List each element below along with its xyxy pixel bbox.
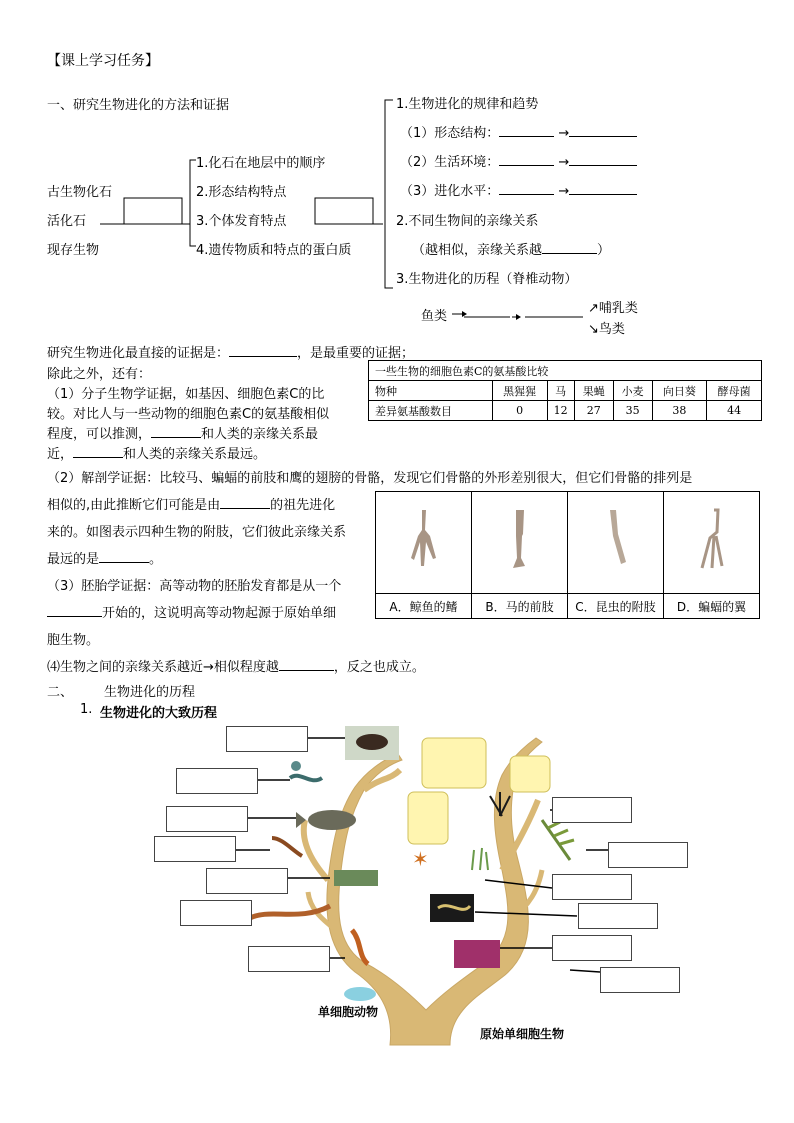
bird-icon [345, 726, 399, 760]
limb-label-d: D．蝙蝠的翼 [664, 594, 760, 619]
table-cell: 0 [492, 401, 547, 421]
direct-evidence-tail: ，是最重要的证据； [297, 346, 415, 361]
relation-rule-text: ⑷生物之间的亲缘关系越近→相似程度越 [47, 660, 279, 675]
table-header: 物种 [369, 381, 493, 401]
molecular-text: 和人类的亲缘关系最 [201, 427, 319, 442]
limb-label-c: C．昆虫的附肢 [568, 594, 664, 619]
answer-blank[interactable] [569, 124, 637, 137]
method-flow-diagram [0, 0, 794, 340]
table-cell: 12 [547, 401, 574, 421]
limb-cell-horse [472, 492, 568, 594]
centipede-icon [272, 838, 302, 856]
anatomy-text: 最远的是 [47, 552, 100, 567]
subsection-title: 生物进化的大致历程 [100, 706, 218, 721]
molecular-line-2: 较。对比人与一些动物的细胞色素C的氨基酸相似 [47, 407, 330, 422]
relation-note [412, 239, 610, 258]
tree-answer-box[interactable] [180, 900, 252, 926]
embryo-line-2 [47, 602, 336, 621]
row-label: 差异氨基酸数目 [369, 401, 493, 421]
anatomy-line-2 [47, 494, 335, 513]
molecular-line-4 [47, 443, 266, 462]
table-cell: 38 [652, 401, 707, 421]
answer-blank[interactable] [47, 604, 102, 617]
relation-note-close: ） [597, 243, 611, 258]
insect-limb-icon [596, 506, 636, 576]
limb-comparison-table [375, 491, 760, 619]
anatomy-text: 。 [149, 552, 163, 567]
embryo-line-3: 胞生物。 [47, 633, 100, 648]
table-header: 果蝇 [574, 381, 613, 401]
moss-icon [472, 848, 488, 870]
yellow-answer-box [510, 756, 550, 792]
table-header: 向日葵 [652, 381, 707, 401]
yellow-answer-box [408, 792, 448, 844]
molecular-line-3 [47, 423, 318, 442]
tree-answer-box[interactable] [552, 935, 632, 961]
method-1: 1.化石在地层中的顺序 [196, 156, 326, 171]
relation-rule [47, 656, 425, 675]
paramecium-icon [344, 987, 376, 1001]
arrow-right-icon: → [558, 155, 570, 170]
answer-blank[interactable] [499, 182, 554, 195]
frog-icon [334, 870, 378, 886]
answer-box-1 [124, 198, 182, 224]
yellow-answer-box [422, 738, 486, 788]
answer-blank[interactable] [220, 496, 270, 509]
method-2: 2.形态结构特点 [196, 185, 287, 200]
direct-evidence-text: 研究生物进化最直接的证据是： [47, 346, 230, 361]
tree-answer-box[interactable] [166, 806, 248, 832]
anatomy-line-4 [47, 548, 162, 567]
relation-rule-tail: ，反之也成立。 [333, 660, 425, 675]
answer-blank[interactable] [151, 425, 201, 438]
anatomy-line-3: 来的。如图表示四种生物的附肢，它们彼此亲缘关系 [47, 525, 347, 540]
tree-answer-box[interactable] [154, 836, 236, 862]
cytochrome-table [368, 360, 762, 421]
table-header: 黑猩猩 [492, 381, 547, 401]
other-evidence: 除此之外，还有： [47, 367, 152, 382]
answer-box-2 [315, 198, 373, 224]
table-header: 酵母菌 [707, 381, 762, 401]
source-extant: 现存生物 [47, 243, 100, 258]
answer-blank[interactable] [499, 124, 554, 137]
method-3: 3.个体发育特点 [196, 214, 287, 229]
limb-label-a: A．鲸鱼的鳍 [376, 594, 472, 619]
tree-answer-box[interactable] [578, 903, 658, 929]
rule-level [400, 180, 637, 199]
answer-blank[interactable] [99, 550, 149, 563]
tree-answer-box[interactable] [226, 726, 308, 752]
arrow-right-icon: → [558, 126, 570, 141]
table-title: 一些生物的细胞色素C的氨基酸比较 [369, 361, 762, 381]
anatomy-line-1: （2）解剖学证据：比较马、蝙蝠的前肢和鹰的翅膀的骨骼，发现它们骨骼的外形差别很大，但它们骨骼的排列是 [47, 471, 693, 486]
direct-evidence [47, 342, 414, 361]
bat-wing-bone-icon [692, 506, 732, 576]
embryo-text: 开始的，这说明高等动物起源于原始单细 [102, 606, 337, 621]
limb-cell-whale [376, 492, 472, 594]
tree-answer-box[interactable] [248, 946, 330, 972]
rule-environment [400, 151, 637, 170]
arrow-right-icon: → [558, 184, 570, 199]
fish-label: 鱼类 [421, 309, 448, 324]
answer-blank[interactable] [542, 241, 597, 254]
molecular-text: 程度，可以推测， [47, 427, 152, 442]
section2-number: 二、 [47, 685, 74, 700]
page-header: 【课上学习任务】 [47, 53, 159, 69]
rule-level-label: （3）进化水平： [400, 184, 500, 199]
rule-morphology [400, 122, 637, 141]
whale-fin-bone-icon [404, 506, 444, 576]
molecular-text: 和人类的亲缘关系最远。 [123, 447, 267, 462]
rule-title: 1.生物进化的规律和趋势 [396, 97, 539, 112]
method-4: 4.遗传物质和特点的蛋白质 [196, 243, 352, 258]
answer-blank[interactable] [229, 344, 297, 357]
label-unicellular-animal: 单细胞动物 [318, 1005, 379, 1019]
starfish-icon [412, 847, 429, 871]
rule-environment-label: （2）生活环境： [400, 155, 500, 170]
table-cell: 27 [574, 401, 613, 421]
table-header: 小麦 [613, 381, 652, 401]
section2-title: 生物进化的历程 [104, 685, 196, 700]
svg-text:✶: ✶ [412, 847, 429, 871]
anatomy-text: 的祖先进化 [270, 498, 336, 513]
tree-answer-box[interactable] [600, 967, 680, 993]
answer-blank[interactable] [569, 153, 637, 166]
limb-label-b: B．马的前肢 [472, 594, 568, 619]
embryo-line-1: （3）胚胎学证据：高等动物的胚胎发育都是从一个 [47, 579, 342, 594]
bird-label: ↘鸟类 [588, 322, 625, 337]
source-fossil: 古生物化石 [47, 185, 113, 200]
tree-answer-box[interactable] [552, 874, 632, 900]
subsection-number: 1. [80, 702, 93, 717]
tree-answer-box[interactable] [608, 842, 688, 868]
horse-leg-bone-icon [500, 506, 540, 576]
tree-answer-box[interactable] [176, 768, 258, 794]
answer-blank[interactable] [569, 182, 637, 195]
sponge-icon [454, 940, 500, 968]
table-cell: 44 [707, 401, 762, 421]
label-primitive-unicellular: 原始单细胞生物 [480, 1027, 565, 1041]
answer-blank[interactable] [279, 658, 334, 671]
tree-answer-box[interactable] [552, 797, 632, 823]
tree-answer-box[interactable] [206, 868, 288, 894]
answer-blank[interactable] [73, 445, 123, 458]
fern-icon [542, 820, 574, 860]
history-title: 3.生物进化的历程（脊椎动物） [396, 272, 578, 287]
snake-icon [290, 761, 322, 780]
source-living-fossil: 活化石 [47, 214, 87, 229]
table-cell: 35 [613, 401, 652, 421]
relation-note-text: （越相似，亲缘关系越 [412, 243, 543, 258]
mammal-label: ↗哺乳类 [588, 301, 638, 316]
rule-morphology-label: （1）形态结构： [400, 126, 500, 141]
limb-cell-bat [664, 492, 760, 594]
molecular-text: 近， [47, 447, 74, 462]
anatomy-text: 相似的,由此推断它们可能是由 [47, 498, 221, 513]
flatworm-icon [430, 894, 474, 922]
answer-blank[interactable] [499, 153, 554, 166]
limb-cell-insect [568, 492, 664, 594]
molecular-line-1: （1）分子生物学证据，如基因、细胞色素C的比 [47, 387, 325, 402]
section1-title: 一、研究生物进化的方法和证据 [47, 98, 230, 113]
relation-title: 2.不同生物间的亲缘关系 [396, 214, 539, 229]
table-header: 马 [547, 381, 574, 401]
